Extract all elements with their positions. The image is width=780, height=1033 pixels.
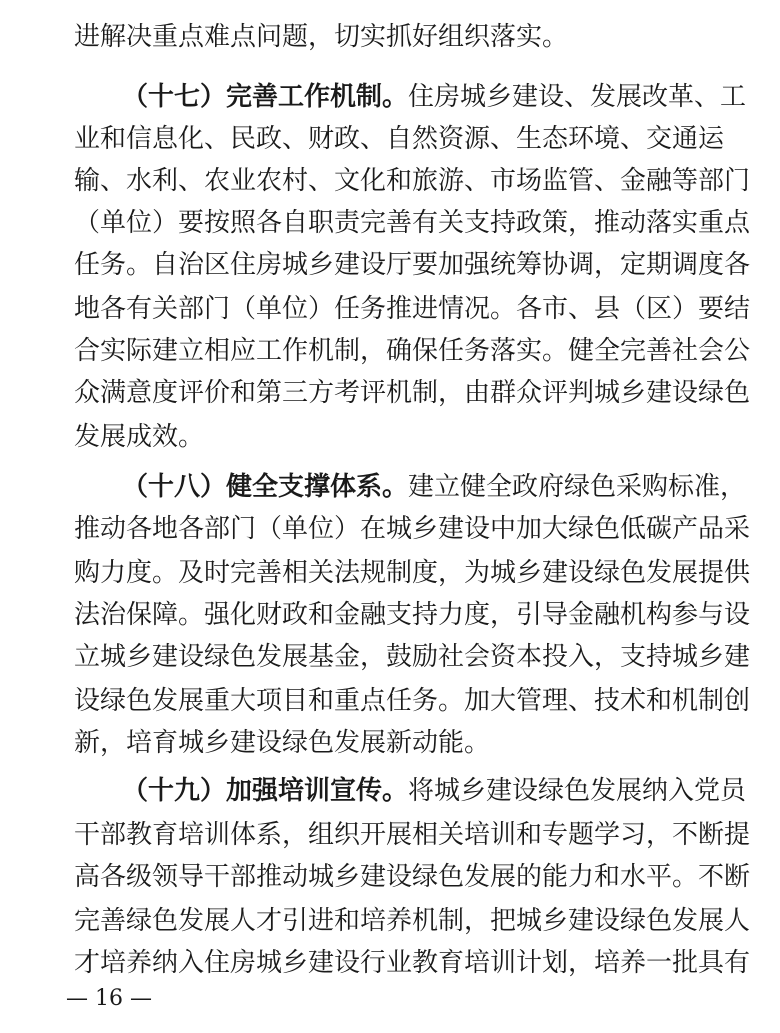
- section-heading-17: （十七）完善工作机制。: [122, 82, 409, 112]
- section-heading-19: （十九）加强培训宣传。: [122, 776, 409, 806]
- paragraph-18-first-line: [122, 470, 747, 504]
- paragraph-line: 发展成效。: [74, 422, 205, 452]
- paragraph-line: 完善绿色发展人才引进和培养机制，把城乡建设绿色发展人: [74, 906, 751, 936]
- paragraph-19-first-line: [122, 774, 747, 808]
- paragraph-line: 合实际建立相应工作机制，确保任务落实。健全完善社会公: [74, 336, 751, 366]
- paragraph-line: 才培养纳入住房城乡建设行业教育培训计划，培养一批具有: [74, 948, 751, 978]
- paragraph-line: 业和信息化、民政、财政、自然资源、生态环境、交通运: [74, 124, 725, 154]
- paragraph-line: 设绿色发展重大项目和重点任务。加大管理、技术和机制创: [74, 686, 751, 716]
- page-number: — 16 —: [66, 986, 152, 1011]
- paragraph-line: 干部教育培训体系，组织开展相关培训和专题学习，不断提: [74, 820, 751, 850]
- paragraph-line: 法治保障。强化财政和金融支持力度，引导金融机构参与设: [74, 600, 751, 630]
- paragraph-line: 输、水利、农业农村、文化和旅游、市场监管、金融等部门: [74, 166, 751, 196]
- section-heading-18: （十八）健全支撑体系。: [122, 472, 409, 502]
- paragraph-line: 任务。自治区住房城乡建设厅要加强统筹协调，定期调度各: [74, 250, 751, 280]
- paragraph-text: 住房城乡建设、发展改革、工: [408, 82, 747, 112]
- paragraph-text: 建立健全政府绿色采购标准，: [408, 472, 747, 502]
- paragraph-line: （单位）要按照各自职责完善有关支持政策，推动落实重点: [74, 208, 751, 238]
- paragraph-line: 购力度。及时完善相关法规制度，为城乡建设绿色发展提供: [74, 558, 751, 588]
- paragraph-line: 地各有关部门（单位）任务推进情况。各市、县（区）要结: [74, 294, 751, 324]
- paragraph-line: 高各级领导干部推动城乡建设绿色发展的能力和水平。不断: [74, 862, 751, 892]
- paragraph-text: 将城乡建设绿色发展纳入党员: [408, 776, 747, 806]
- paragraph-17-first-line: [122, 80, 747, 114]
- paragraph-line: 推动各地各部门（单位）在城乡建设中加大绿色低碳产品采: [74, 514, 751, 544]
- paragraph-line: 立城乡建设绿色发展基金，鼓励社会资本投入，支持城乡建: [74, 642, 751, 672]
- paragraph-line: 进解决重点难点问题，切实抓好组织落实。: [74, 22, 569, 52]
- paragraph-line: 新，培育城乡建设绿色发展新动能。: [74, 728, 491, 758]
- paragraph-line: 众满意度评价和第三方考评机制，由群众评判城乡建设绿色: [74, 378, 751, 408]
